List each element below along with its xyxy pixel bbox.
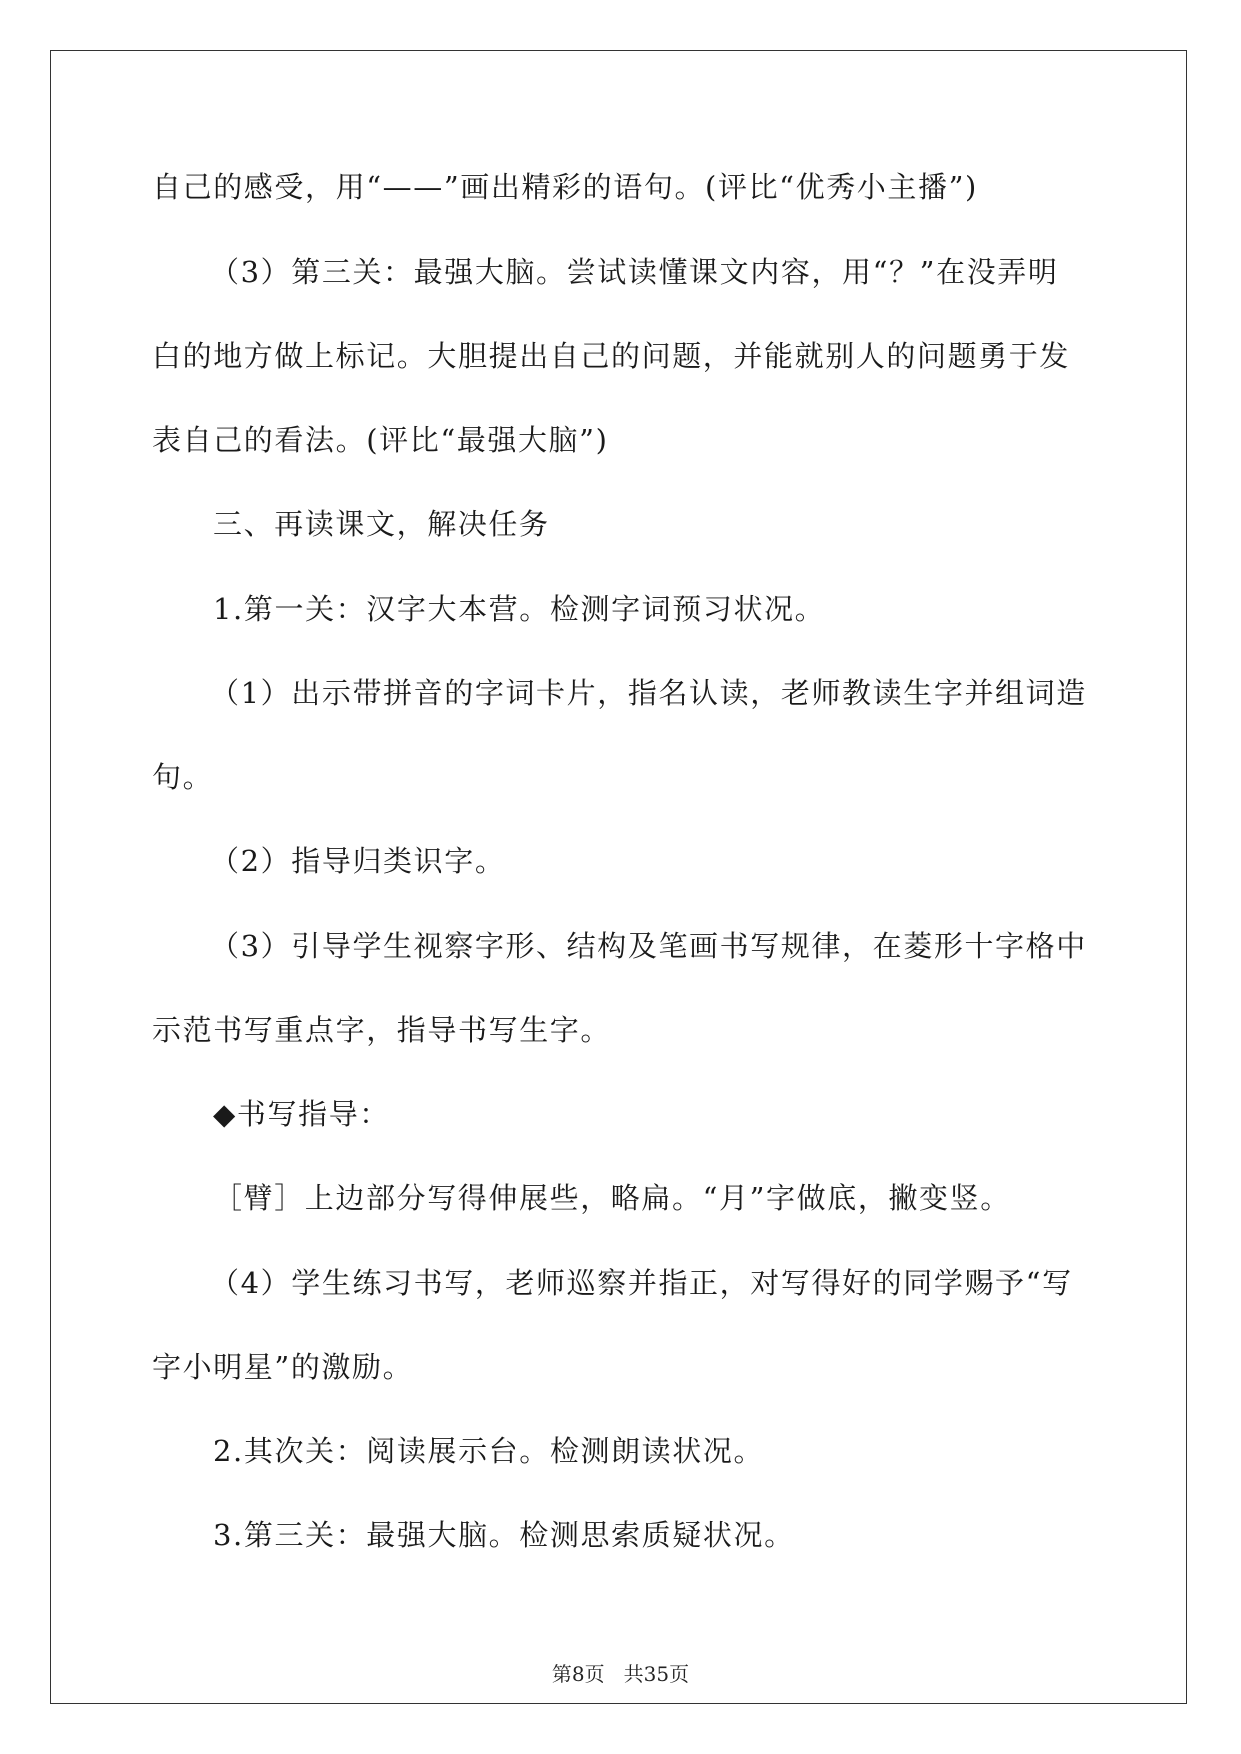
text-line-15: 字小明星”的激励。 (152, 1350, 414, 1384)
text-line-1: 自己的感受，用“——”画出精彩的语句。(评比“优秀小主播”) (152, 170, 978, 204)
text-line-3: 白的地方做上标记。大胆提出自己的问题，并能就别人的问题勇于发 (152, 339, 1071, 373)
text-line-7: （1）出示带拼音的字词卡片，指名认读，老师教读生字并组词造 (210, 676, 1087, 710)
section-heading: 三、再读课文，解决任务 (213, 507, 550, 541)
text-line-4: 表自己的看法。(评比“最强大脑”) (152, 423, 609, 457)
text-line-6: 1.第一关：汉字大本营。检测字词预习状况。 (213, 592, 826, 626)
text-line-2: （3）第三关：最强大脑。尝试读懂课文内容，用“？”在没弄明 (210, 255, 1059, 289)
text-line-8: 句。 (152, 760, 214, 794)
text-line-11: 示范书写重点字，指导书写生字。 (152, 1013, 612, 1047)
text-line-10: （3）引导学生视察字形、结构及笔画书写规律，在菱形十字格中 (210, 929, 1087, 963)
text-line-17: 3.第三关：最强大脑。检测思索质疑状况。 (213, 1518, 795, 1552)
text-line-16: 2.其次关：阅读展示台。检测朗读状况。 (213, 1434, 765, 1468)
text-line-13: ［臂］上边部分写得伸展些，略扁。“月”字做底，撇变竖。 (213, 1181, 1011, 1215)
text-line-9: （2）指导归类识字。 (210, 844, 506, 878)
page-number-footer: 第8页 共35页 (551, 1662, 690, 1686)
text-line-12: ◆书写指导： (213, 1097, 390, 1131)
text-line-14: （4）学生练习书写，老师巡察并指正，对写得好的同学赐予“写 (210, 1266, 1073, 1300)
